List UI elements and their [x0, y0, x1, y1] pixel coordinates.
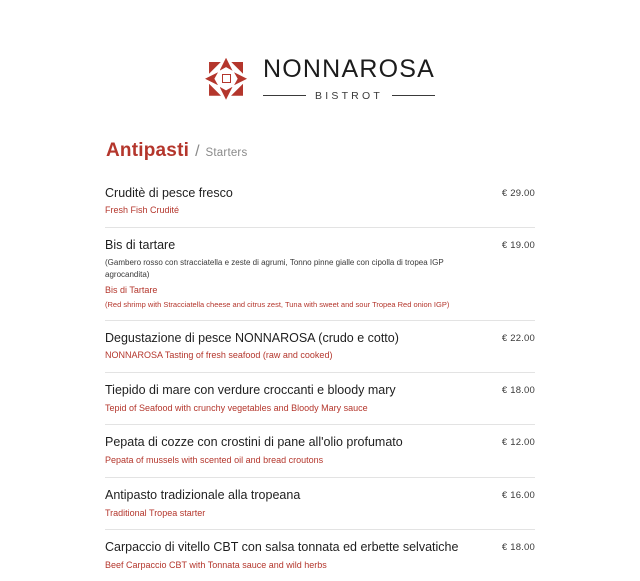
- menu-item: [105, 320, 535, 372]
- menu-item-text: [105, 539, 477, 572]
- menu-item-name: Tiepido di mare con verdure croccanti e bloody mary: [105, 382, 465, 399]
- menu-item-name: Antipasto tradizionale alla tropeana: [105, 487, 465, 504]
- menu-item-price: € 29.00: [477, 185, 535, 199]
- menu-item-price: € 16.00: [477, 487, 535, 501]
- section-heading: [106, 140, 535, 162]
- menu-item-english: Bis di Tartare: [105, 284, 465, 298]
- section-title-italian: Antipasti: [106, 140, 189, 162]
- rule-right: [392, 95, 435, 96]
- menu-item: [105, 477, 535, 529]
- menu-item-text: [105, 330, 477, 363]
- menu-item-note: (Gambero rosso con stracciatella e zeste di agrumi, Tonno pinne gialle con cipolla di tropea IGP agrocandita): [105, 257, 465, 281]
- menu-item: [105, 424, 535, 476]
- menu-item-price: € 22.00: [477, 330, 535, 344]
- menu-items-list: [105, 176, 535, 581]
- menu-item-name: Carpaccio di vitello CBT con salsa tonnata ed erbette selvatiche: [105, 539, 465, 556]
- brand-subtitle-row: [263, 90, 435, 102]
- menu-item-price: € 18.00: [477, 382, 535, 396]
- menu-item-price: € 12.00: [477, 434, 535, 448]
- menu-item-english: Tepid of Seafood with crunchy vegetables and Bloody Mary sauce: [105, 402, 465, 416]
- menu-item-name: Cruditè di pesce fresco: [105, 185, 465, 202]
- menu-item-english: Fresh Fish Crudité: [105, 204, 465, 218]
- menu-item-text: [105, 237, 477, 311]
- menu-item-name: Degustazione di pesce NONNAROSA (crudo e cotto): [105, 330, 465, 347]
- menu-item-text: [105, 185, 477, 218]
- menu-item-price: € 19.00: [477, 237, 535, 251]
- brand-subtitle: BISTROT: [315, 90, 383, 102]
- menu-item-english: Traditional Tropea starter: [105, 507, 465, 521]
- menu-item-english: NONNAROSA Tasting of fresh seafood (raw and cooked): [105, 349, 465, 363]
- menu-item: [105, 529, 535, 581]
- menu-item-price: € 18.00: [477, 539, 535, 553]
- menu-item-english-note: (Red shrimp with Stracciatella cheese and citrus zest, Tuna with sweet and sour Tropea Red onion IGP): [105, 299, 465, 310]
- menu-item: [105, 176, 535, 227]
- menu-header: [0, 0, 640, 102]
- menu-item-english: Pepata of mussels with scented oil and bread croutons: [105, 454, 465, 468]
- menu-item-name: Bis di tartare: [105, 237, 465, 254]
- menu-item: [105, 372, 535, 424]
- menu-item-text: [105, 434, 477, 467]
- menu-item-english: Beef Carpaccio CBT with Tonnata sauce and wild herbs: [105, 559, 465, 573]
- rule-left: [263, 95, 306, 96]
- menu-item-name: Pepata di cozze con crostini di pane all'olio profumato: [105, 434, 465, 451]
- section-title-separator: /: [195, 143, 199, 161]
- brand-lockup: [263, 56, 435, 102]
- menu-item-text: [105, 487, 477, 520]
- menu-item-text: [105, 382, 477, 415]
- rosette-logo-icon: [205, 58, 247, 100]
- menu-content: [105, 102, 535, 581]
- menu-item: [105, 227, 535, 320]
- section-title-english: Starters: [206, 147, 248, 159]
- brand-name: NONNAROSA: [263, 56, 435, 84]
